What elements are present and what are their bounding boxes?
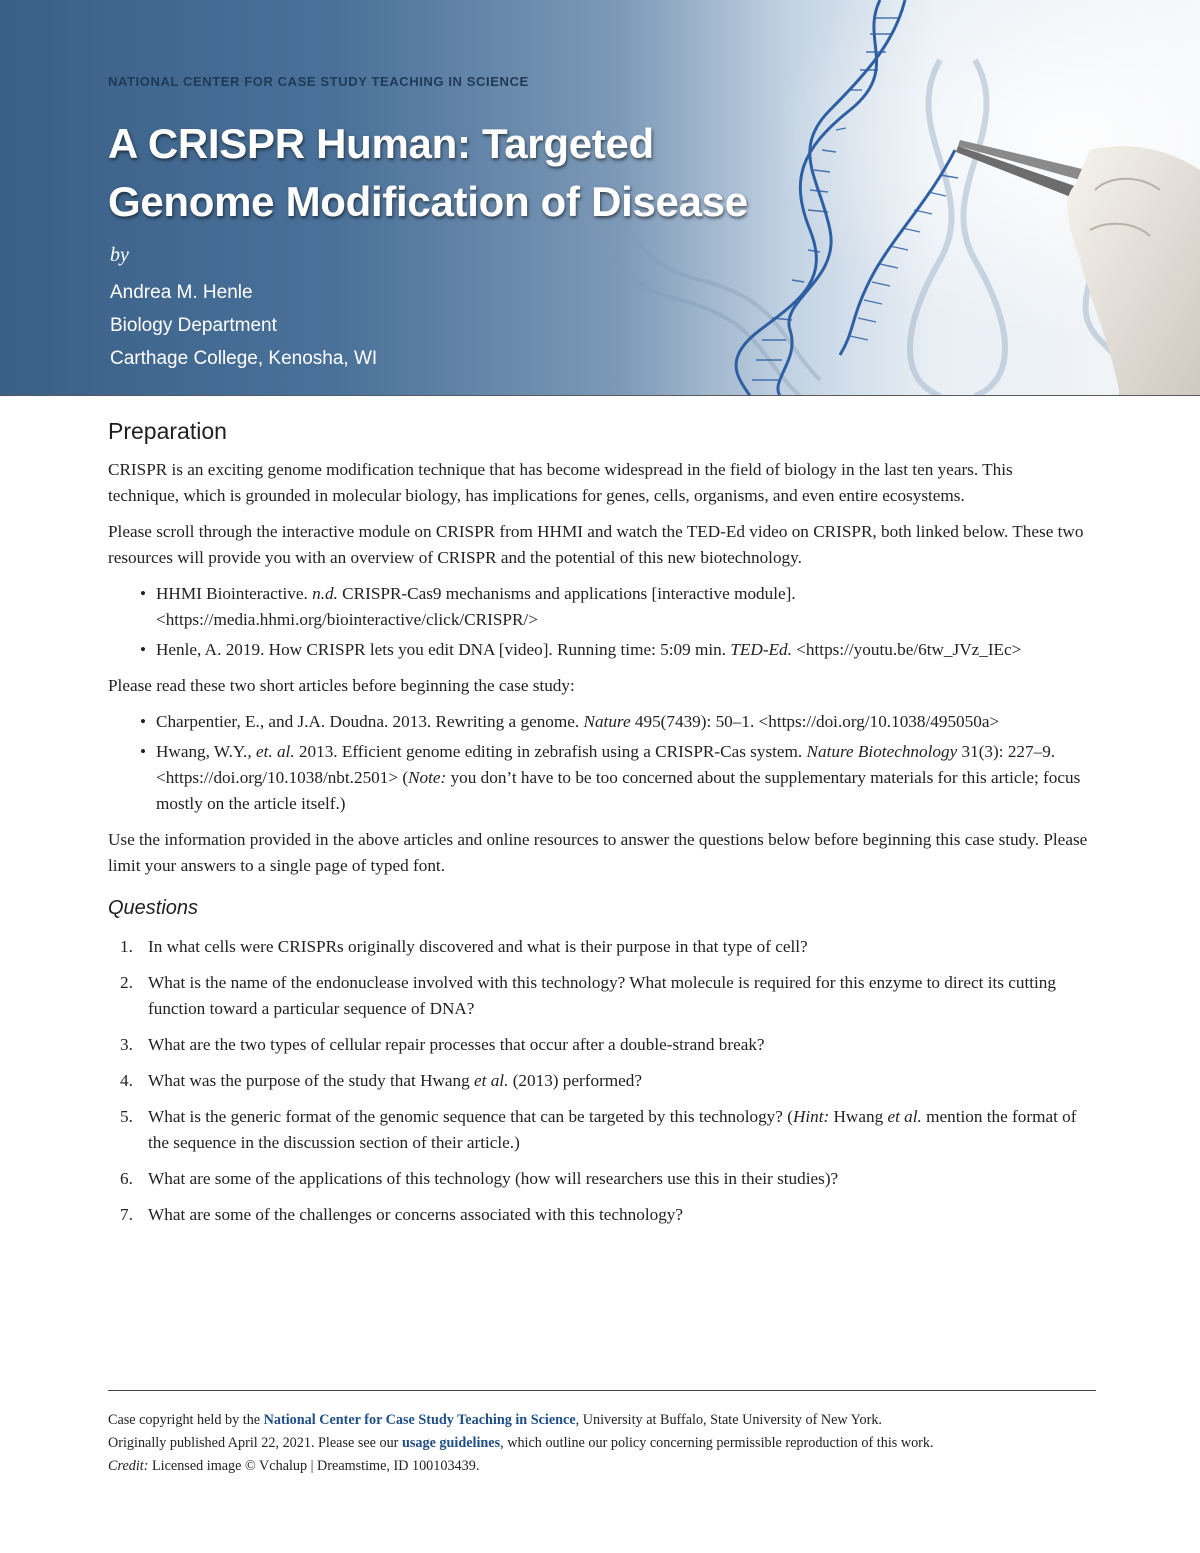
resource-list — [108, 581, 1088, 663]
ref-text: 2013. Efficient genome editing in zebrafish using a CRISPR-Cas system. — [294, 742, 807, 761]
question-number: 1. — [120, 937, 133, 956]
ref-text: HHMI Biointeractive. — [156, 584, 313, 603]
ref-italic: Nature — [583, 712, 631, 731]
question-text: What are some of the challenges or concerns associated with this technology? — [148, 1205, 684, 1224]
ref-text[interactable]: CRISPR-Cas9 mechanisms and applications [interactive module]. <https://media.hhmi.org/biointeractive/click/CRISPR/> — [156, 584, 796, 629]
footer-line — [108, 1409, 1108, 1432]
ref-italic: et. al. — [255, 742, 295, 761]
question-italic: Hint: — [792, 1107, 830, 1126]
question-text: Hwang — [829, 1107, 888, 1126]
footer-text: Case copyright held by the — [108, 1412, 264, 1428]
question-text: What was the purpose of the study that Hwang — [148, 1071, 475, 1090]
footer-text: Originally published April 22, 2021. Please see our — [108, 1435, 402, 1451]
list-item — [108, 739, 1088, 817]
by-label: by — [110, 244, 129, 266]
question-italic: et al. — [474, 1071, 509, 1090]
list-item — [108, 709, 1088, 735]
question-number: 7. — [120, 1205, 133, 1224]
copyright-footer — [108, 1409, 1108, 1478]
ref-italic: n.d. — [312, 584, 338, 603]
resources-intro-paragraph: Please scroll through the interactive module on CRISPR from HHMI and watch the TED-Ed video on CRISPR, both linked below. These two resources will provide you with an overview of CRISPR and the potential of this new biotechnology. — [108, 522, 1084, 567]
author-institution: Carthage College, Kenosha, WI — [110, 348, 378, 369]
ref-text[interactable]: 495(7439): 50–1. <https://doi.org/10.1038/495050a> — [630, 712, 1000, 731]
author-department: Biology Department — [110, 315, 277, 336]
nccsts-link[interactable]: National Center for Case Study Teaching in Science — [263, 1412, 576, 1428]
author-name: Andrea M. Henle — [110, 282, 253, 303]
title-line: Genome Modification of Disease — [108, 178, 748, 225]
question-text: (2013) performed? — [508, 1071, 643, 1090]
footer-text: , which outline our policy concerning permissible reproduction of this work. — [500, 1435, 934, 1451]
ref-text: you don’t have to be too concerned about the supplementary materials for this article; focus mostly on the article itself.) — [156, 768, 1081, 813]
footer-divider — [108, 1390, 1096, 1391]
footer-line — [108, 1432, 1108, 1455]
question-number: 6. — [120, 1169, 133, 1188]
footer-text: , University at Buffalo, State University of New York. — [575, 1412, 882, 1428]
article-list — [108, 709, 1088, 817]
main-content — [108, 418, 1088, 1238]
footer-text: Licensed image © Vchalup | Dreamstime, ID 100103439. — [148, 1458, 480, 1474]
list-item — [108, 970, 1088, 1022]
ref-text[interactable]: <https://youtu.be/6tw_JVz_IEc> — [791, 640, 1022, 659]
author-block — [110, 276, 377, 375]
ref-italic: Note: — [408, 768, 447, 787]
question-text: In what cells were CRISPRs originally discovered and what is their purpose in that type of cell? — [148, 937, 808, 956]
question-text: What are the two types of cellular repair processes that occur after a double-strand break? — [148, 1035, 765, 1054]
ref-text: Henle, A. 2019. How CRISPR lets you edit DNA [video]. Running time: 5:09 min. — [156, 640, 731, 659]
question-italic: et al. — [887, 1107, 922, 1126]
ref-text: Charpentier, E., and J.A. Doudna. 2013. Rewriting a genome. — [156, 712, 584, 731]
ref-italic: TED-Ed. — [730, 640, 792, 659]
list-item — [108, 637, 1088, 663]
list-item — [108, 1032, 1088, 1058]
questions-heading: Questions — [108, 897, 199, 919]
question-text: What is the name of the endonuclease involved with this technology? What molecule is required for this enzyme to direct its cutting function toward a particular sequence of DNA? — [148, 973, 1056, 1018]
usage-guidelines-link[interactable]: usage guidelines — [401, 1435, 501, 1451]
list-item — [108, 1166, 1088, 1192]
banner-divider — [0, 395, 1200, 396]
list-item — [108, 1068, 1088, 1094]
ref-text[interactable]: 31(3): 227–9. <https://doi.org/10.1038/nbt.2501> ( — [156, 742, 1056, 787]
case-title — [108, 115, 828, 231]
instructions-paragraph: Use the information provided in the above articles and online resources to answer the questions below before beginning this case study. Please limit your answers to a single page of typed font. — [108, 830, 1088, 875]
list-item — [108, 934, 1088, 960]
list-item — [108, 581, 1088, 633]
question-number: 4. — [120, 1071, 133, 1090]
question-number: 3. — [120, 1035, 133, 1054]
list-item — [108, 1202, 1088, 1228]
header-banner — [0, 0, 1200, 396]
list-item — [108, 1104, 1088, 1156]
questions-list — [108, 934, 1088, 1228]
articles-intro-paragraph: Please read these two short articles before beginning the case study: — [108, 676, 575, 695]
question-number: 2. — [120, 973, 133, 992]
intro-paragraph: CRISPR is an exciting genome modification technique that has become widespread in the field of biology in the last ten years. This technique, which is grounded in molecular biology, has implications for genes, cells, organisms, and even entire ecosystems. — [108, 460, 1013, 505]
question-text: What are some of the applications of this technology (how will researchers use this in their studies)? — [148, 1169, 839, 1188]
footer-line — [108, 1455, 1108, 1478]
ref-text: Hwang, W.Y., — [156, 742, 256, 761]
question-text: mention the format of the sequence in the discussion section of their article.) — [148, 1107, 1077, 1152]
question-number: 5. — [120, 1107, 133, 1126]
question-text: What is the generic format of the genomic sequence that can be targeted by this technology? ( — [148, 1107, 793, 1126]
ref-italic: Nature Biotechnology — [806, 742, 958, 761]
title-line: A CRISPR Human: Targeted — [108, 120, 654, 167]
credit-label: Credit: — [108, 1458, 149, 1474]
publisher-name: NATIONAL CENTER FOR CASE STUDY TEACHING IN SCIENCE — [108, 74, 529, 89]
preparation-heading: Preparation — [108, 418, 227, 444]
